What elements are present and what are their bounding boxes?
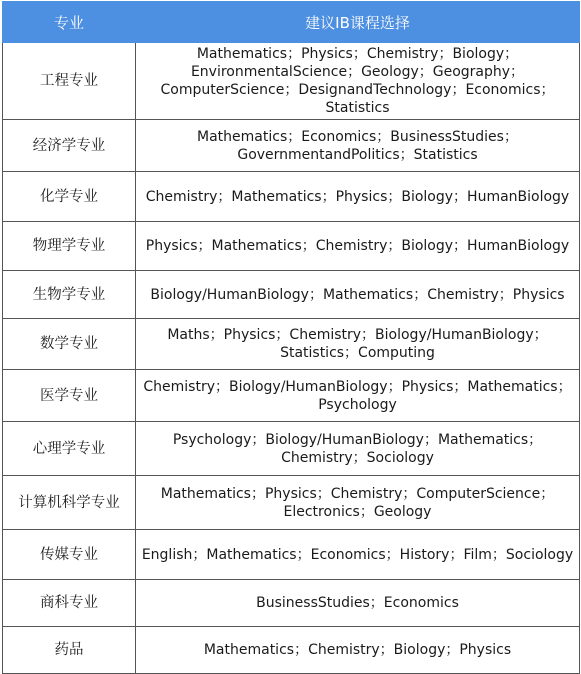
ib-course-table — [2, 1, 580, 674]
courses-cell: Chemistry；Biology/HumanBiology；Physics；Mathematics；Psychology — [136, 370, 580, 422]
major-cell: 工程专业 — [3, 43, 136, 120]
major-cell: 数学专业 — [3, 319, 136, 370]
courses-cell: BusinessStudies；Economics — [136, 580, 580, 627]
table-row — [3, 271, 580, 319]
table-header-row — [3, 2, 580, 43]
major-cell: 传媒专业 — [3, 530, 136, 580]
major-cell: 心理学专业 — [3, 422, 136, 476]
major-cell: 商科专业 — [3, 580, 136, 627]
table-row — [3, 627, 580, 674]
table-row — [3, 422, 580, 476]
table-row — [3, 222, 580, 271]
major-cell: 化学专业 — [3, 172, 136, 222]
table-row — [3, 172, 580, 222]
courses-cell: Mathematics；Economics；BusinessStudies；GovernmentandPolitics；Statistics — [136, 120, 580, 172]
courses-cell: Biology/HumanBiology；Mathematics；Chemistry；Physics — [136, 271, 580, 319]
courses-cell: Mathematics；Chemistry；Biology；Physics — [136, 627, 580, 674]
table-row — [3, 120, 580, 172]
courses-cell: Maths；Physics；Chemistry；Biology/HumanBiology；Statistics；Computing — [136, 319, 580, 370]
table-row — [3, 319, 580, 370]
major-cell: 医学专业 — [3, 370, 136, 422]
major-cell: 药品 — [3, 627, 136, 674]
major-cell: 经济学专业 — [3, 120, 136, 172]
table-row — [3, 530, 580, 580]
table-row — [3, 476, 580, 530]
courses-cell: Chemistry；Mathematics；Physics；Biology；HumanBiology — [136, 172, 580, 222]
table-row — [3, 43, 580, 120]
courses-cell: Mathematics；Physics；Chemistry；ComputerScience；Electronics；Geology — [136, 476, 580, 530]
courses-cell: Psychology；Biology/HumanBiology；Mathematics；Chemistry；Sociology — [136, 422, 580, 476]
major-cell: 物理学专业 — [3, 222, 136, 271]
courses-cell: Mathematics；Physics；Chemistry；Biology；EnvironmentalScience；Geology；Geography；ComputerScience；DesignandTechnology；Economics；Statistics — [136, 43, 580, 120]
table-row — [3, 370, 580, 422]
header-courses: 建议IB课程选择 — [136, 2, 580, 43]
courses-cell: English；Mathematics；Economics；History；Film；Sociology — [136, 530, 580, 580]
header-major: 专业 — [3, 2, 136, 43]
major-cell: 生物学专业 — [3, 271, 136, 319]
major-cell: 计算机科学专业 — [3, 476, 136, 530]
courses-cell: Physics；Mathematics；Chemistry；Biology；HumanBiology — [136, 222, 580, 271]
table-row — [3, 580, 580, 627]
